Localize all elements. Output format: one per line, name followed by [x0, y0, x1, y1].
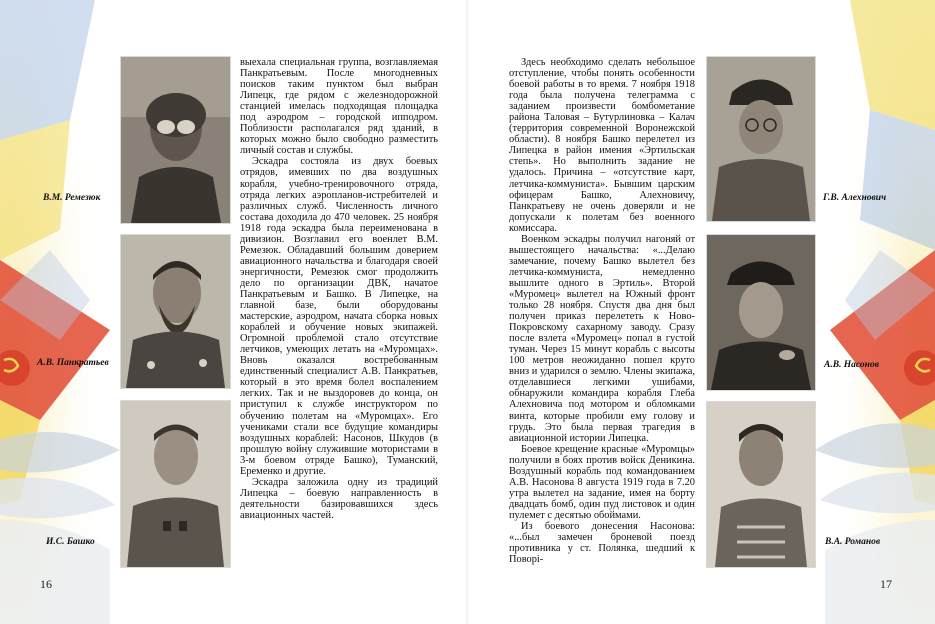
paragraph: Здесь необходимо сделать небольшое отступление, чтобы понять особенности боевой работы в то время. 7 ноября 1918 года была получена телеграмма с заданием произвести бомбометание района Таловая – Бутурлиновка – Калач (территория современной Воронежской области). 8 ноября Башко перелетел из Липецка в район имения «Эртильская степь». Но выполнить задание не удалось. Причина – «отсутствие карт, летчика-коммуниста». Бывшим царским офицерам Башко, Алехновичу, Панкратьеву не очень доверяли и не допускали к полетам без военного комиссара. [509, 57, 695, 234]
paragraph: Военком эскадры получил нагоняй от вышестоящего начальства: «...Делаю замечание, почему Башко вылетел без летчика-коммуниста, немедленно вышлите одного в Эртиль». Второй «Муромец» вылетел на Южный фронт только 28 ноября. Спустя два дня был получен приказ перелететь к Ново-Покровскому сахарному заводу. Сразу после взлета «Муромец» попал в густой туман. Через 15 минут корабль с высоты 100 метров неожиданно пошел круто вниз и ударился о землю. Члены экипажа, отделавшиеся легкими ушибами, обнаружили командира корабля Глеба Алехновича под мотором и обломками винта, которые пробили ему голову и грудь. Это была первая трагедия в авиационной истории Липецка. [509, 233, 695, 444]
left-page-text [240, 57, 438, 521]
paragraph: выехала специальная группа, возглавляемая Панкратьевым. После многодневных поисков таким пунктом был выбран Липецк, где рядом с железнодорожной станцией имелась подходящая площадка под аэродром – городской ипподром. Поблизости располагался ряд зданий, в которых можно было свободно разместить личный состав и службы. [240, 57, 438, 157]
portrait-remezyuk-photo [121, 57, 230, 223]
caption-pankratiev: А.В. Панкратьев [37, 358, 109, 368]
page-gutter [466, 0, 470, 624]
portrait-pankratiev-photo [121, 235, 230, 388]
portrait-bashko-photo [121, 401, 230, 567]
paragraph: Боевое крещение красные «Муромцы» получили в боях против войск Деникина. Воздушный корабль под командованием А.В. Насонова 8 августа 1919 года в 7.20 утра вылетел на задание, имея на борту двадцать бомб, один пуд листовок и один пулемет с десятью обоймами. [509, 443, 695, 521]
paragraph: Из боевого донесения Насонова: «...был замечен броневой поезд противника у ст. Полянка, шедший к Поворі- [509, 520, 695, 566]
caption-alekhnovich: Г.В. Алехнович [823, 193, 887, 203]
right-page-text [509, 57, 695, 565]
portrait-nasonov-photo [707, 235, 815, 390]
caption-romanov: В.А. Романов [825, 537, 881, 547]
caption-bashko: И.С. Башко [46, 537, 95, 547]
caption-remezyuk: В.М. Ремезюк [43, 193, 101, 203]
caption-nasonov: А.В. Насонов [824, 360, 879, 370]
page-number-left: 16 [40, 577, 52, 591]
page-number-right: 17 [880, 577, 892, 591]
paragraph: Эскадра заложила одну из традиций Липецка – боевую направленность в деятельности базировавшихся здесь авиационных частей. [240, 476, 438, 521]
portrait-romanov-photo [707, 402, 815, 567]
portrait-alekhnovich-photo [707, 57, 815, 221]
paragraph: Эскадра состояла из двух боевых отрядов, имевших по два воздушных корабля, учебно-тренировочного отряда, отряда легких аэропланов-истребителей и различных служб. Численность личного состава доходила до 470 человек. 25 ноября 1918 года эскадра была переименована в дивизион. Возглавил его военлет В.М. Ремезюк. Обладавший большим доверием авиационного начальства и благодаря своей энергичности, Ремезюк смог продолжить дело по организации ДВК, начатое Панкратьевым и Башко. В Липецке, на главной базе, были оборудованы мастерские, аэродром, начата сборка новых кораблей и обучение новых экипажей. Огромной проблемой стало отсутствие летчиков, умеющих летать на «Муромцах». Вновь оказался востребованным единственный специалист А.В. Панкратьев, который в это время болел воспалением легких. Так и не выздоровев до конца, он приступил к службе инструктором по обучению полетам на «Муромцах». Его учениками стали все будущие командиры воздушных кораблей: Насонов, Шкудов (в прошлую войну служившие мотористами в 3-м боевом отряде Башко), Туманский, Еременко и другие. [240, 156, 438, 477]
